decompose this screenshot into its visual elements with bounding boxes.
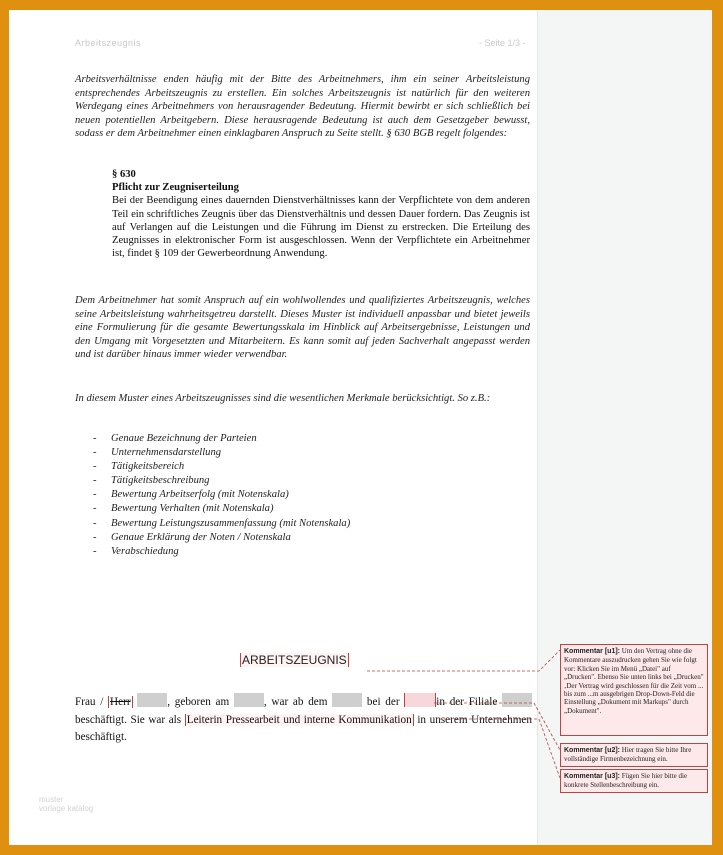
comment-text: Fügen Sie hier bitte die konkrete Stellenbeschreibung ein. xyxy=(564,772,688,790)
law-heading: Pflicht zur Zeugniserteilung xyxy=(112,182,239,194)
law-section: § 630 xyxy=(112,169,136,180)
list-item: - Bewertung Arbeitserfolg (mit Notenskala) xyxy=(75,488,350,502)
comment-u1[interactable] xyxy=(560,644,708,736)
body-text: , war ab dem xyxy=(263,696,333,708)
body-text: in der Filiale xyxy=(436,696,503,708)
list-item: - Tätigkeitsbereich xyxy=(75,460,350,474)
document-page xyxy=(9,10,712,845)
intro-paragraph: Arbeitsverhältnisse enden häufig mit der Bitte des Arbeitnehmers, ihm ein seiner Arbeitsleistung entsprechendes Arbeitszeugnis zu erstellen. Ein solches Arbeitszeugnis ist natürlich für den weiteren Werdegang eines Arbeitnehmers von herausragender Bedeutung. Hiermit bewirbt er sich schließlich bei neuen potentiellen Arbeitgebern. Diese herausragende Bedeutung ist auch dem Gesetzgeber bewusst, sodass er dem Arbeitnehmer einen einklagbaren Anspruch zu Seite stellt. § 630 BGB regelt folgendes: xyxy=(75,74,530,140)
comment-label: Kommentar [u1]: xyxy=(564,648,621,655)
body-text: Frau / xyxy=(75,696,109,708)
header-title: Arbeitszeugnis xyxy=(75,38,142,48)
salutation-field[interactable]: Herr xyxy=(110,696,131,708)
list-item: - Bewertung Verhalten (mit Notenskala) xyxy=(75,502,350,516)
comment-text: Um den Vertrag ohne die Kommentare auszudrucken gehen Sie wie folgt vor: Klicken Sie im Menü „Datei" auf „Drucken". Ebenso Sie unten links bei „Drucken" ‚Der Vertrag wird geschlossen für die Zeit vom ... bis zum ...m ausgebrigen Drop-Down-Feld die Einstellung „Dokument mit Markups" durch „Dokument". xyxy=(564,647,704,715)
job-title-field[interactable]: Leiterin Pressearbeit und interne Kommunikation xyxy=(186,713,412,726)
paragraph-3: In diesem Muster eines Arbeitszeugnisses sind die wesentlichen Merkmale berücksichtigt. So z.B.: xyxy=(75,393,491,404)
body-text: bei der xyxy=(362,696,405,708)
header-page-number: - Seite 1/3 - xyxy=(479,38,526,48)
list-item: - Unternehmensdarstellung xyxy=(75,446,350,460)
list-item: - Tätigkeitsbeschreibung xyxy=(75,474,350,488)
watermark: muster vorlage katalog xyxy=(39,795,94,813)
body-text: in unserem Unternehmen beschäftigt. xyxy=(75,713,532,743)
comment-text: Hier tragen Sie bitte Ihre vollständige Firmenbezeichnung ein. xyxy=(564,746,692,764)
comment-label: Kommentar [u2]: xyxy=(564,747,621,754)
comment-label: Kommentar [u3]: xyxy=(564,773,621,780)
list-item: - Genaue Bezeichnung der Parteien xyxy=(75,432,350,446)
law-text: Bei der Beendigung eines dauernden Dienstverhältnisses kann der Verpflichtete von dem anderen Teil ein schriftliches Zeugnis über das Dienstverhältnis und dessen Dauer fordern. Das Zeugnis ist auf Verlangen auf die Leistungen und die Führung im Dienst zu erstrecken. Die Erteilung des Zeugnisses in elektronischer Form ist ausgeschlossen. Wenn der Verpflichtete ein Arbeitnehmer ist, findet § 109 der Gewerbeordnung Anwendung. xyxy=(112,195,530,260)
comment-u3[interactable] xyxy=(560,769,708,793)
document-title[interactable]: ARBEITSZEUGNIS xyxy=(242,653,347,667)
list-item: - Bewertung Leistungszusammenfassung (mit Notenskala) xyxy=(75,517,350,531)
body-text: beschäftigt. Sie war als xyxy=(75,713,185,726)
paragraph-2: Dem Arbeitnehmer hat somit Anspruch auf ein wohlwollendes und qualifiziertes Arbeitszeugnis, welches seine Arbeitsleistung wahrheitsgetreu darstellt. Dieses Muster ist individuell anpassbar und bietet jeweils eine Formulierung für die gesamte Bewertungsskala im Hinblick auf Arbeitsergebnisse, Leistungen und den Umgang mit Vorgesetzten und Mitarbeitern. Es kann somit auf jeden Sachverhalt angepasst werden und ist darüber hinaus immer wieder verwendbar. xyxy=(75,295,530,361)
comment-u2[interactable] xyxy=(560,743,708,767)
list-item: - Verabschiedung xyxy=(75,545,350,559)
body-text: , geboren am xyxy=(167,696,234,708)
list-item: - Genaue Erklärung der Noten / Notenskala xyxy=(75,531,350,545)
